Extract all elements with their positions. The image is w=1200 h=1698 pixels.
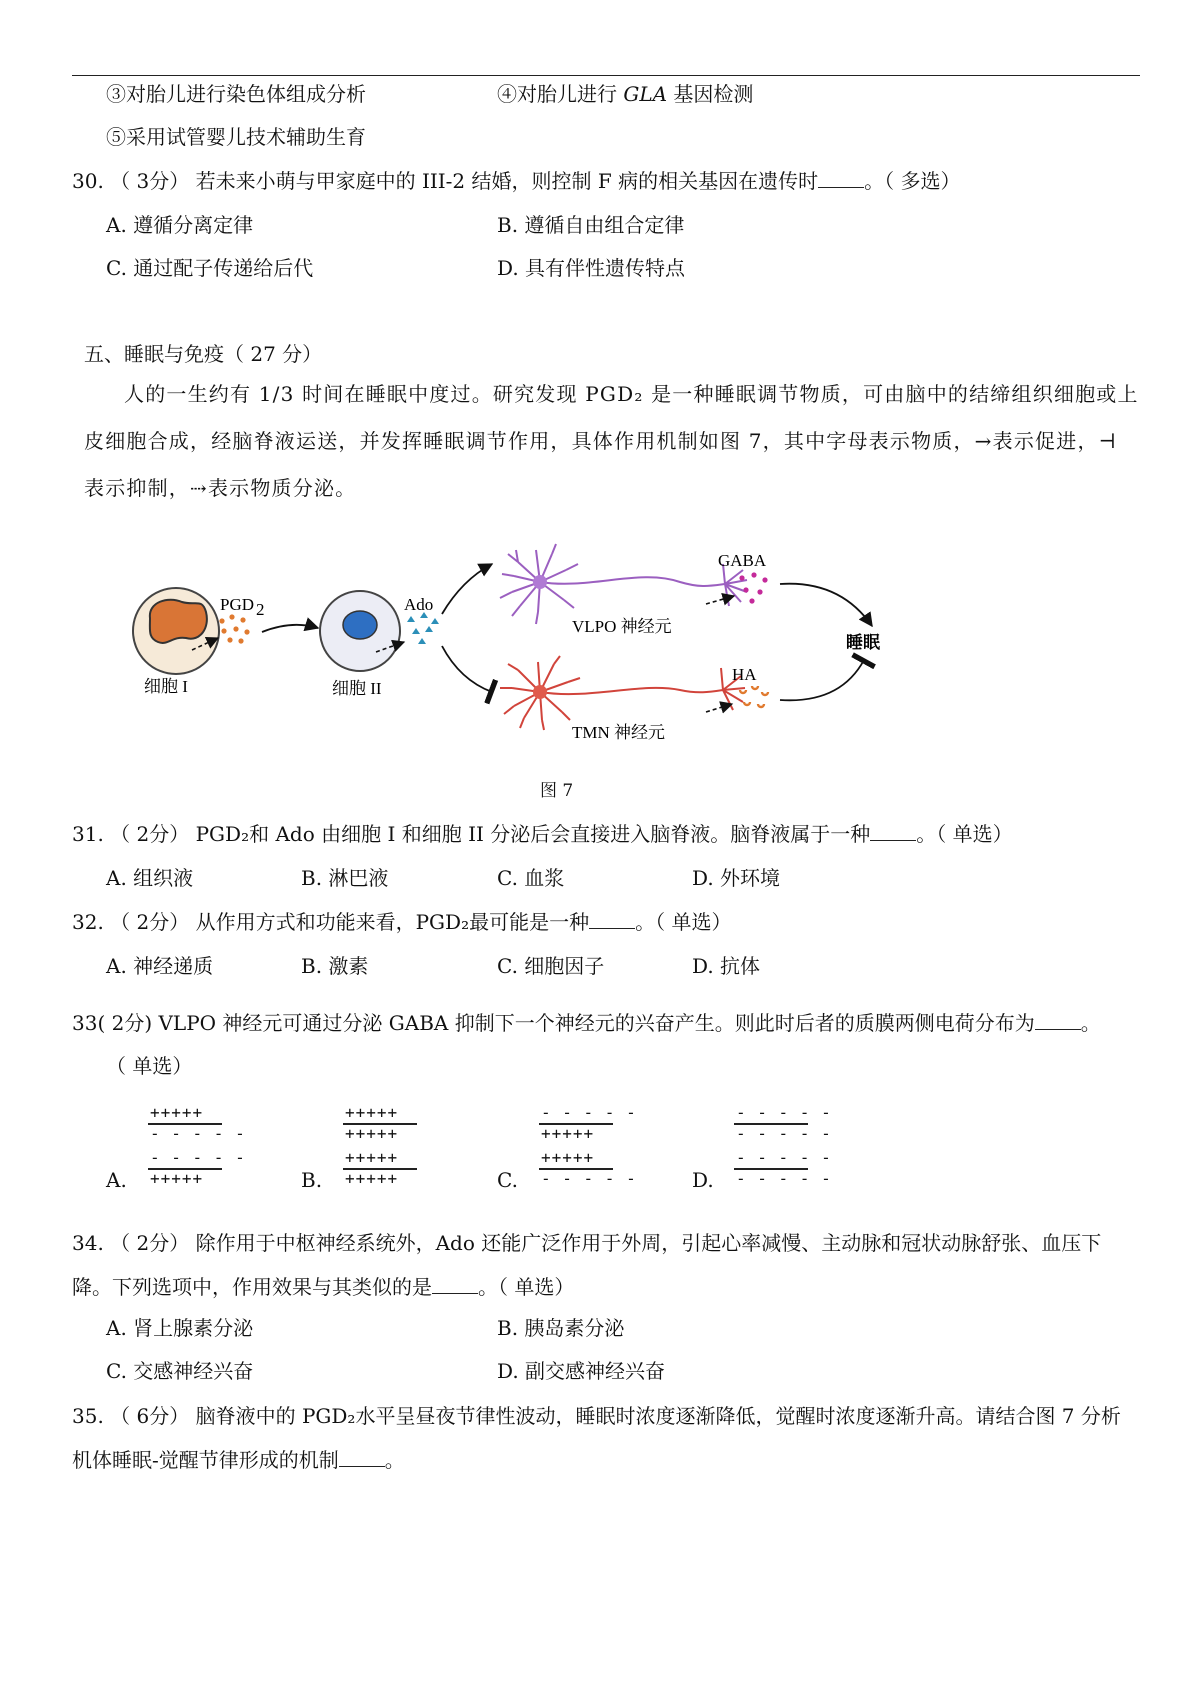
ado-dots (407, 612, 439, 644)
promote-arrow-gaba-sleep (780, 584, 872, 626)
svg-text:2: 2 (256, 600, 265, 619)
question-33-type: （ 单选） (106, 1054, 193, 1078)
header-rule (72, 75, 1140, 76)
q34-option-a[interactable]: A. 肾上腺素分泌 (106, 1316, 254, 1340)
figure-caption: 图 7 (540, 781, 574, 801)
charge-row: - - - - - (541, 1169, 637, 1188)
charge-row: - - - - - (541, 1103, 637, 1122)
charge-row: - - - - - (150, 1124, 246, 1143)
q34-option-b[interactable]: B. 胰岛素分泌 (497, 1316, 625, 1340)
q33-option-a-label[interactable]: A. (106, 1168, 127, 1192)
option-5: ⑤采用试管婴儿技术辅助生育 (106, 125, 366, 149)
q34-option-c[interactable]: C. 交感神经兴奋 (106, 1359, 254, 1383)
charge-row: - - - - - (736, 1103, 832, 1122)
answer-blank[interactable] (1035, 1009, 1081, 1030)
vlpo-soma (533, 575, 547, 589)
question-33: 33( 2分) VLPO 神经元可通过分泌 GABA 抑制下一个神经元的兴奋产生。则此时后者的质膜两侧电荷分布为 。 (72, 1011, 1101, 1035)
figure-7-diagram (120, 540, 1000, 760)
pgd2-dots (219, 614, 249, 643)
charge-row: - - - - - (736, 1148, 832, 1167)
charge-row: +++++ (150, 1169, 204, 1188)
charge-row: +++++ (541, 1148, 595, 1167)
sleep-label: 睡眠 (846, 633, 880, 653)
q34-option-d[interactable]: D. 副交感神经兴奋 (497, 1359, 666, 1383)
answer-blank[interactable] (818, 167, 864, 188)
vlpo-label: VLPO 神经元 (572, 617, 672, 636)
ado-label: Ado (404, 595, 434, 614)
secretion-arrow-gaba (706, 596, 734, 604)
cell-1-label: 细胞 I (144, 677, 188, 696)
q30-option-d[interactable]: D. 具有伴性遗传特点 (497, 256, 686, 280)
charge-row: +++++ (541, 1124, 595, 1143)
tmn-label: TMN 神经元 (572, 723, 666, 742)
gaba-dots (739, 572, 767, 603)
secretion-arrow-ha (706, 704, 732, 712)
question-30: 30. （ 3分） 若未来小萌与甲家庭中的 III-2 结婚，则控制 F 病的相关基因在遗传时 。（ 多选） (72, 169, 961, 193)
answer-blank[interactable] (870, 820, 916, 841)
section-intro: 人的一生约有 1/3 时间在睡眠中度过。研究发现 PGD₂ 是一种睡眠调节物质，可由脑中的结缔组织细胞或上皮细胞合成，经脑脊液运送，并发挥睡眠调节作用，具体作用机制如图 7，其中字母表示物质，→表示促进，⊣ 表示抑制，⇢表示物质分泌。 (84, 382, 1139, 500)
q32-option-a[interactable]: A. 神经递质 (106, 954, 214, 978)
inhibit-arrow-ado-tmn (442, 646, 492, 692)
promote-arrow-ado-vlpo (442, 564, 492, 614)
answer-blank[interactable] (589, 908, 635, 929)
charge-row: - - - - - (736, 1124, 832, 1143)
cell-2-icon (320, 591, 400, 671)
tmn-soma (533, 685, 547, 699)
q33-option-b-label[interactable]: B. (301, 1168, 323, 1192)
q31-option-c[interactable]: C. 血浆 (497, 866, 565, 890)
charge-row: - - - - - (150, 1148, 246, 1167)
q30-option-c[interactable]: C. 通过配子传递给后代 (106, 256, 314, 280)
question-34: 34. （ 2分） 除作用于中枢神经系统外，Ado 还能广泛作用于外周，引起心率减慢、主动脉和冠状动脉舒张、血压下降。下列选项中，作用效果与其类似的是 。（ 单选） (72, 1231, 1102, 1299)
q33-option-d-label[interactable]: D. (692, 1168, 714, 1192)
charge-row: - - - - - (736, 1169, 832, 1188)
q31-option-b[interactable]: B. 淋巴液 (301, 866, 389, 890)
q32-option-c[interactable]: C. 细胞因子 (497, 954, 605, 978)
q30-option-a[interactable]: A. 遵循分离定律 (106, 213, 254, 237)
charge-row: +++++ (345, 1148, 399, 1167)
option-4: ④对胎儿进行 GLA 基因检测 (497, 82, 754, 106)
q31-option-a[interactable]: A. 组织液 (106, 866, 194, 890)
q32-option-d[interactable]: D. 抗体 (692, 954, 761, 978)
question-32: 32. （ 2分） 从作用方式和功能来看，PGD₂最可能是一种 。（ 单选） (72, 910, 732, 934)
ha-dots (740, 686, 768, 707)
question-35: 35. （ 6分） 脑脊液中的 PGD₂水平呈昼夜节律性波动，睡眠时浓度逐渐降低，觉醒时浓度逐渐升高。请结合图 7 分析机体睡眠-觉醒节律形成的机制 。 (72, 1404, 1121, 1472)
question-31: 31. （ 2分） PGD₂和 Ado 由细胞 I 和细胞 II 分泌后会直接进入脑脊液。脑脊液属于一种 。（ 单选） (72, 822, 1013, 846)
charge-row: +++++ (345, 1169, 399, 1188)
answer-blank[interactable] (339, 1446, 385, 1467)
q33-option-c-label[interactable]: C. (497, 1168, 518, 1192)
q30-option-b[interactable]: B. 遵循自由组合定律 (497, 213, 685, 237)
inhibit-arrow-ha-sleep (780, 660, 864, 700)
option-3: ③对胎儿进行染色体组成分析 (106, 82, 366, 106)
q31-option-d[interactable]: D. 外环境 (692, 866, 781, 890)
charge-row: +++++ (345, 1124, 399, 1143)
promote-arrow-pgd2 (262, 625, 318, 632)
pgd2-label: PGD (220, 595, 255, 614)
charge-row: +++++ (150, 1103, 204, 1122)
ha-label: HA (732, 665, 757, 684)
answer-blank[interactable] (432, 1273, 478, 1294)
q32-option-b[interactable]: B. 激素 (301, 954, 369, 978)
cell-2-label: 细胞 II (332, 679, 382, 698)
cell-1-icon (133, 588, 219, 674)
gaba-label: GABA (718, 551, 767, 570)
section-title: 五、睡眠与免疫（ 27 分） (84, 342, 323, 366)
charge-row: +++++ (345, 1103, 399, 1122)
